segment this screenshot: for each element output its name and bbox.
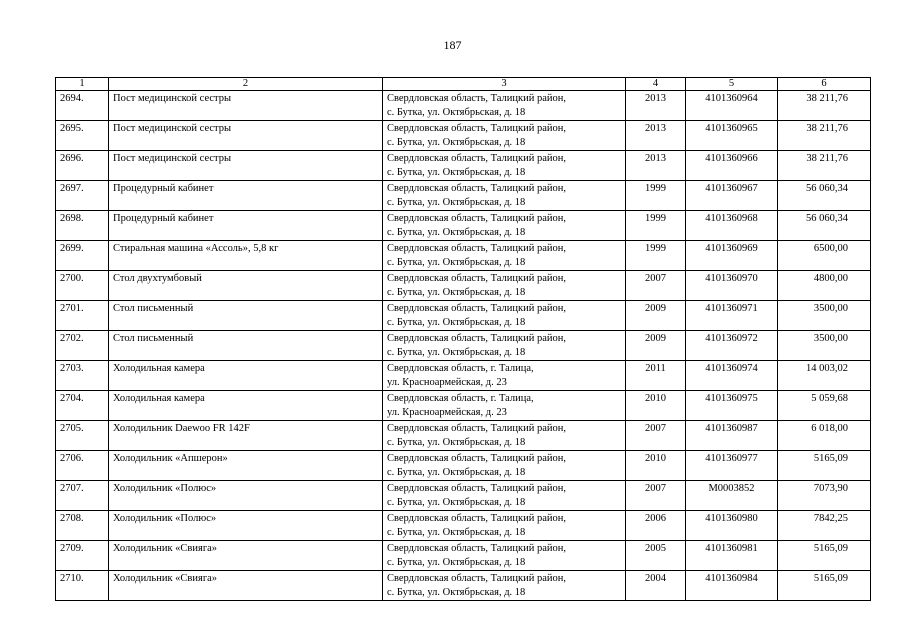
- header-col-5: 5: [686, 78, 778, 91]
- inventory-number: 4101360972: [686, 331, 778, 361]
- address-line-1: Свердловская область, Талицкий район,: [387, 303, 567, 314]
- item-cost: 7842,25: [778, 511, 871, 541]
- item-name: Пост медицинской сестры: [109, 91, 383, 121]
- inventory-number: 4101360970: [686, 271, 778, 301]
- item-cost: 4800,00: [778, 271, 871, 301]
- address-line-2: с. Бутка, ул. Октябрьская, д. 18: [387, 347, 526, 358]
- item-cost: 5165,09: [778, 571, 871, 601]
- table-row: [56, 361, 871, 391]
- inventory-number: 4101360974: [686, 361, 778, 391]
- table-header: [56, 78, 871, 91]
- item-name: Холодильник «Свияга»: [109, 571, 383, 601]
- item-name: Холодильная камера: [109, 361, 383, 391]
- item-year: 2013: [626, 121, 686, 151]
- row-number: 2710.: [56, 571, 109, 601]
- address-line-1: Свердловская область, Талицкий район,: [387, 183, 567, 194]
- item-address: [383, 541, 626, 571]
- table-row: [56, 571, 871, 601]
- table-row: [56, 121, 871, 151]
- row-number: 2698.: [56, 211, 109, 241]
- item-name: Холодильник «Полюс»: [109, 481, 383, 511]
- item-name: Стол двухтумбовый: [109, 271, 383, 301]
- header-row: [56, 78, 871, 91]
- row-number: 2706.: [56, 451, 109, 481]
- address-line-2: ул. Красноармейская, д. 23: [387, 377, 507, 388]
- inventory-number: 4101360967: [686, 181, 778, 211]
- address-line-2: с. Бутка, ул. Октябрьская, д. 18: [387, 167, 526, 178]
- item-year: 2007: [626, 481, 686, 511]
- address-line-2: с. Бутка, ул. Октябрьская, д. 18: [387, 557, 526, 568]
- header-col-4: 4: [626, 78, 686, 91]
- header-col-6: 6: [778, 78, 871, 91]
- inventory-number: 4101360966: [686, 151, 778, 181]
- row-number: 2695.: [56, 121, 109, 151]
- item-name: Процедурный кабинет: [109, 181, 383, 211]
- item-name: Стиральная машина «Ассоль», 5,8 кг: [109, 241, 383, 271]
- inventory-number: 4101360981: [686, 541, 778, 571]
- table-row: [56, 301, 871, 331]
- address-line-2: с. Бутка, ул. Октябрьская, д. 18: [387, 497, 526, 508]
- row-number: 2699.: [56, 241, 109, 271]
- address-line-2: с. Бутка, ул. Октябрьская, д. 18: [387, 107, 526, 118]
- item-cost: 38 211,76: [778, 151, 871, 181]
- item-address: [383, 301, 626, 331]
- row-number: 2701.: [56, 301, 109, 331]
- table-row: [56, 331, 871, 361]
- item-year: 2007: [626, 271, 686, 301]
- row-number: 2696.: [56, 151, 109, 181]
- item-year: 2010: [626, 451, 686, 481]
- address-line-2: с. Бутка, ул. Октябрьская, д. 18: [387, 437, 526, 448]
- table-row: [56, 451, 871, 481]
- header-col-2: 2: [109, 78, 383, 91]
- item-cost: 3500,00: [778, 331, 871, 361]
- item-cost: 6 018,00: [778, 421, 871, 451]
- table-row: [56, 481, 871, 511]
- address-line-1: Свердловская область, Талицкий район,: [387, 543, 567, 554]
- item-cost: 38 211,76: [778, 121, 871, 151]
- address-line-1: Свердловская область, Талицкий район,: [387, 453, 567, 464]
- item-cost: 6500,00: [778, 241, 871, 271]
- item-name: Холодильник «Апшерон»: [109, 451, 383, 481]
- item-address: [383, 391, 626, 421]
- address-line-2: с. Бутка, ул. Октябрьская, д. 18: [387, 287, 526, 298]
- item-cost: 3500,00: [778, 301, 871, 331]
- row-number: 2705.: [56, 421, 109, 451]
- item-name: Стол письменный: [109, 331, 383, 361]
- address-line-1: Свердловская область, Талицкий район,: [387, 573, 567, 584]
- inventory-number: 4101360980: [686, 511, 778, 541]
- address-line-1: Свердловская область, Талицкий район,: [387, 333, 567, 344]
- item-year: 1999: [626, 181, 686, 211]
- address-line-2: с. Бутка, ул. Октябрьская, д. 18: [387, 137, 526, 148]
- address-line-2: с. Бутка, ул. Октябрьская, д. 18: [387, 197, 526, 208]
- item-name: Стол письменный: [109, 301, 383, 331]
- address-line-1: Свердловская область, Талицкий район,: [387, 213, 567, 224]
- inventory-number: 4101360964: [686, 91, 778, 121]
- table-row: [56, 541, 871, 571]
- inventory-number: 4101360965: [686, 121, 778, 151]
- table-row: [56, 271, 871, 301]
- inventory-number: 4101360977: [686, 451, 778, 481]
- address-line-1: Свердловская область, г. Талица,: [387, 363, 534, 374]
- item-address: [383, 511, 626, 541]
- table-row: [56, 91, 871, 121]
- address-line-1: Свердловская область, г. Талица,: [387, 393, 534, 404]
- item-year: 2009: [626, 301, 686, 331]
- item-name: Холодильник «Полюс»: [109, 511, 383, 541]
- row-number: 2703.: [56, 361, 109, 391]
- item-address: [383, 121, 626, 151]
- item-cost: 56 060,34: [778, 181, 871, 211]
- table-row: [56, 151, 871, 181]
- item-year: 2013: [626, 151, 686, 181]
- inventory-number: 4101360975: [686, 391, 778, 421]
- table-row: [56, 241, 871, 271]
- row-number: 2708.: [56, 511, 109, 541]
- item-year: 2010: [626, 391, 686, 421]
- address-line-2: с. Бутка, ул. Октябрьская, д. 18: [387, 587, 526, 598]
- item-name: Холодильник «Свияга»: [109, 541, 383, 571]
- inventory-number: 4101360984: [686, 571, 778, 601]
- table-row: [56, 391, 871, 421]
- row-number: 2707.: [56, 481, 109, 511]
- address-line-2: с. Бутка, ул. Октябрьская, д. 18: [387, 317, 526, 328]
- table-row: [56, 421, 871, 451]
- item-year: 1999: [626, 211, 686, 241]
- table-body: [56, 91, 871, 601]
- inventory-number: 4101360971: [686, 301, 778, 331]
- property-registry-table: [55, 77, 871, 601]
- item-name: Холодильник Daewoo FR 142F: [109, 421, 383, 451]
- item-cost: 7073,90: [778, 481, 871, 511]
- item-address: [383, 91, 626, 121]
- item-address: [383, 241, 626, 271]
- item-cost: 38 211,76: [778, 91, 871, 121]
- item-year: 2013: [626, 91, 686, 121]
- row-number: 2702.: [56, 331, 109, 361]
- item-name: Холодильная камера: [109, 391, 383, 421]
- item-year: 2005: [626, 541, 686, 571]
- item-year: 2004: [626, 571, 686, 601]
- item-cost: 14 003,02: [778, 361, 871, 391]
- header-col-3: 3: [383, 78, 626, 91]
- address-line-2: с. Бутка, ул. Октябрьская, д. 18: [387, 467, 526, 478]
- address-line-1: Свердловская область, Талицкий район,: [387, 423, 567, 434]
- item-cost: 5 059,68: [778, 391, 871, 421]
- item-name: Пост медицинской сестры: [109, 151, 383, 181]
- item-name: Пост медицинской сестры: [109, 121, 383, 151]
- item-cost: 56 060,34: [778, 211, 871, 241]
- item-year: 1999: [626, 241, 686, 271]
- row-number: 2704.: [56, 391, 109, 421]
- address-line-1: Свердловская область, Талицкий район,: [387, 273, 567, 284]
- item-address: [383, 211, 626, 241]
- row-number: 2697.: [56, 181, 109, 211]
- item-name: Процедурный кабинет: [109, 211, 383, 241]
- address-line-1: Свердловская область, Талицкий район,: [387, 483, 567, 494]
- address-line-1: Свердловская область, Талицкий район,: [387, 243, 567, 254]
- address-line-2: с. Бутка, ул. Октябрьская, д. 18: [387, 527, 526, 538]
- item-address: [383, 271, 626, 301]
- inventory-number: 4101360969: [686, 241, 778, 271]
- address-line-2: с. Бутка, ул. Октябрьская, д. 18: [387, 227, 526, 238]
- item-cost: 5165,09: [778, 541, 871, 571]
- item-address: [383, 481, 626, 511]
- address-line-1: Свердловская область, Талицкий район,: [387, 93, 567, 104]
- item-address: [383, 361, 626, 391]
- item-year: 2011: [626, 361, 686, 391]
- address-line-1: Свердловская область, Талицкий район,: [387, 123, 567, 134]
- item-cost: 5165,09: [778, 451, 871, 481]
- table-row: [56, 181, 871, 211]
- item-address: [383, 421, 626, 451]
- inventory-number: 4101360968: [686, 211, 778, 241]
- table-row: [56, 511, 871, 541]
- address-line-2: ул. Красноармейская, д. 23: [387, 407, 507, 418]
- row-number: 2700.: [56, 271, 109, 301]
- address-line-2: с. Бутка, ул. Октябрьская, д. 18: [387, 257, 526, 268]
- row-number: 2694.: [56, 91, 109, 121]
- item-address: [383, 451, 626, 481]
- item-address: [383, 571, 626, 601]
- header-col-1: 1: [56, 78, 109, 91]
- item-year: 2007: [626, 421, 686, 451]
- page-number: 187: [443, 38, 462, 52]
- address-line-1: Свердловская область, Талицкий район,: [387, 513, 567, 524]
- item-year: 2006: [626, 511, 686, 541]
- inventory-number: 4101360987: [686, 421, 778, 451]
- row-number: 2709.: [56, 541, 109, 571]
- address-line-1: Свердловская область, Талицкий район,: [387, 153, 567, 164]
- table-row: [56, 211, 871, 241]
- item-address: [383, 181, 626, 211]
- item-address: [383, 331, 626, 361]
- item-address: [383, 151, 626, 181]
- inventory-number: М0003852: [686, 481, 778, 511]
- item-year: 2009: [626, 331, 686, 361]
